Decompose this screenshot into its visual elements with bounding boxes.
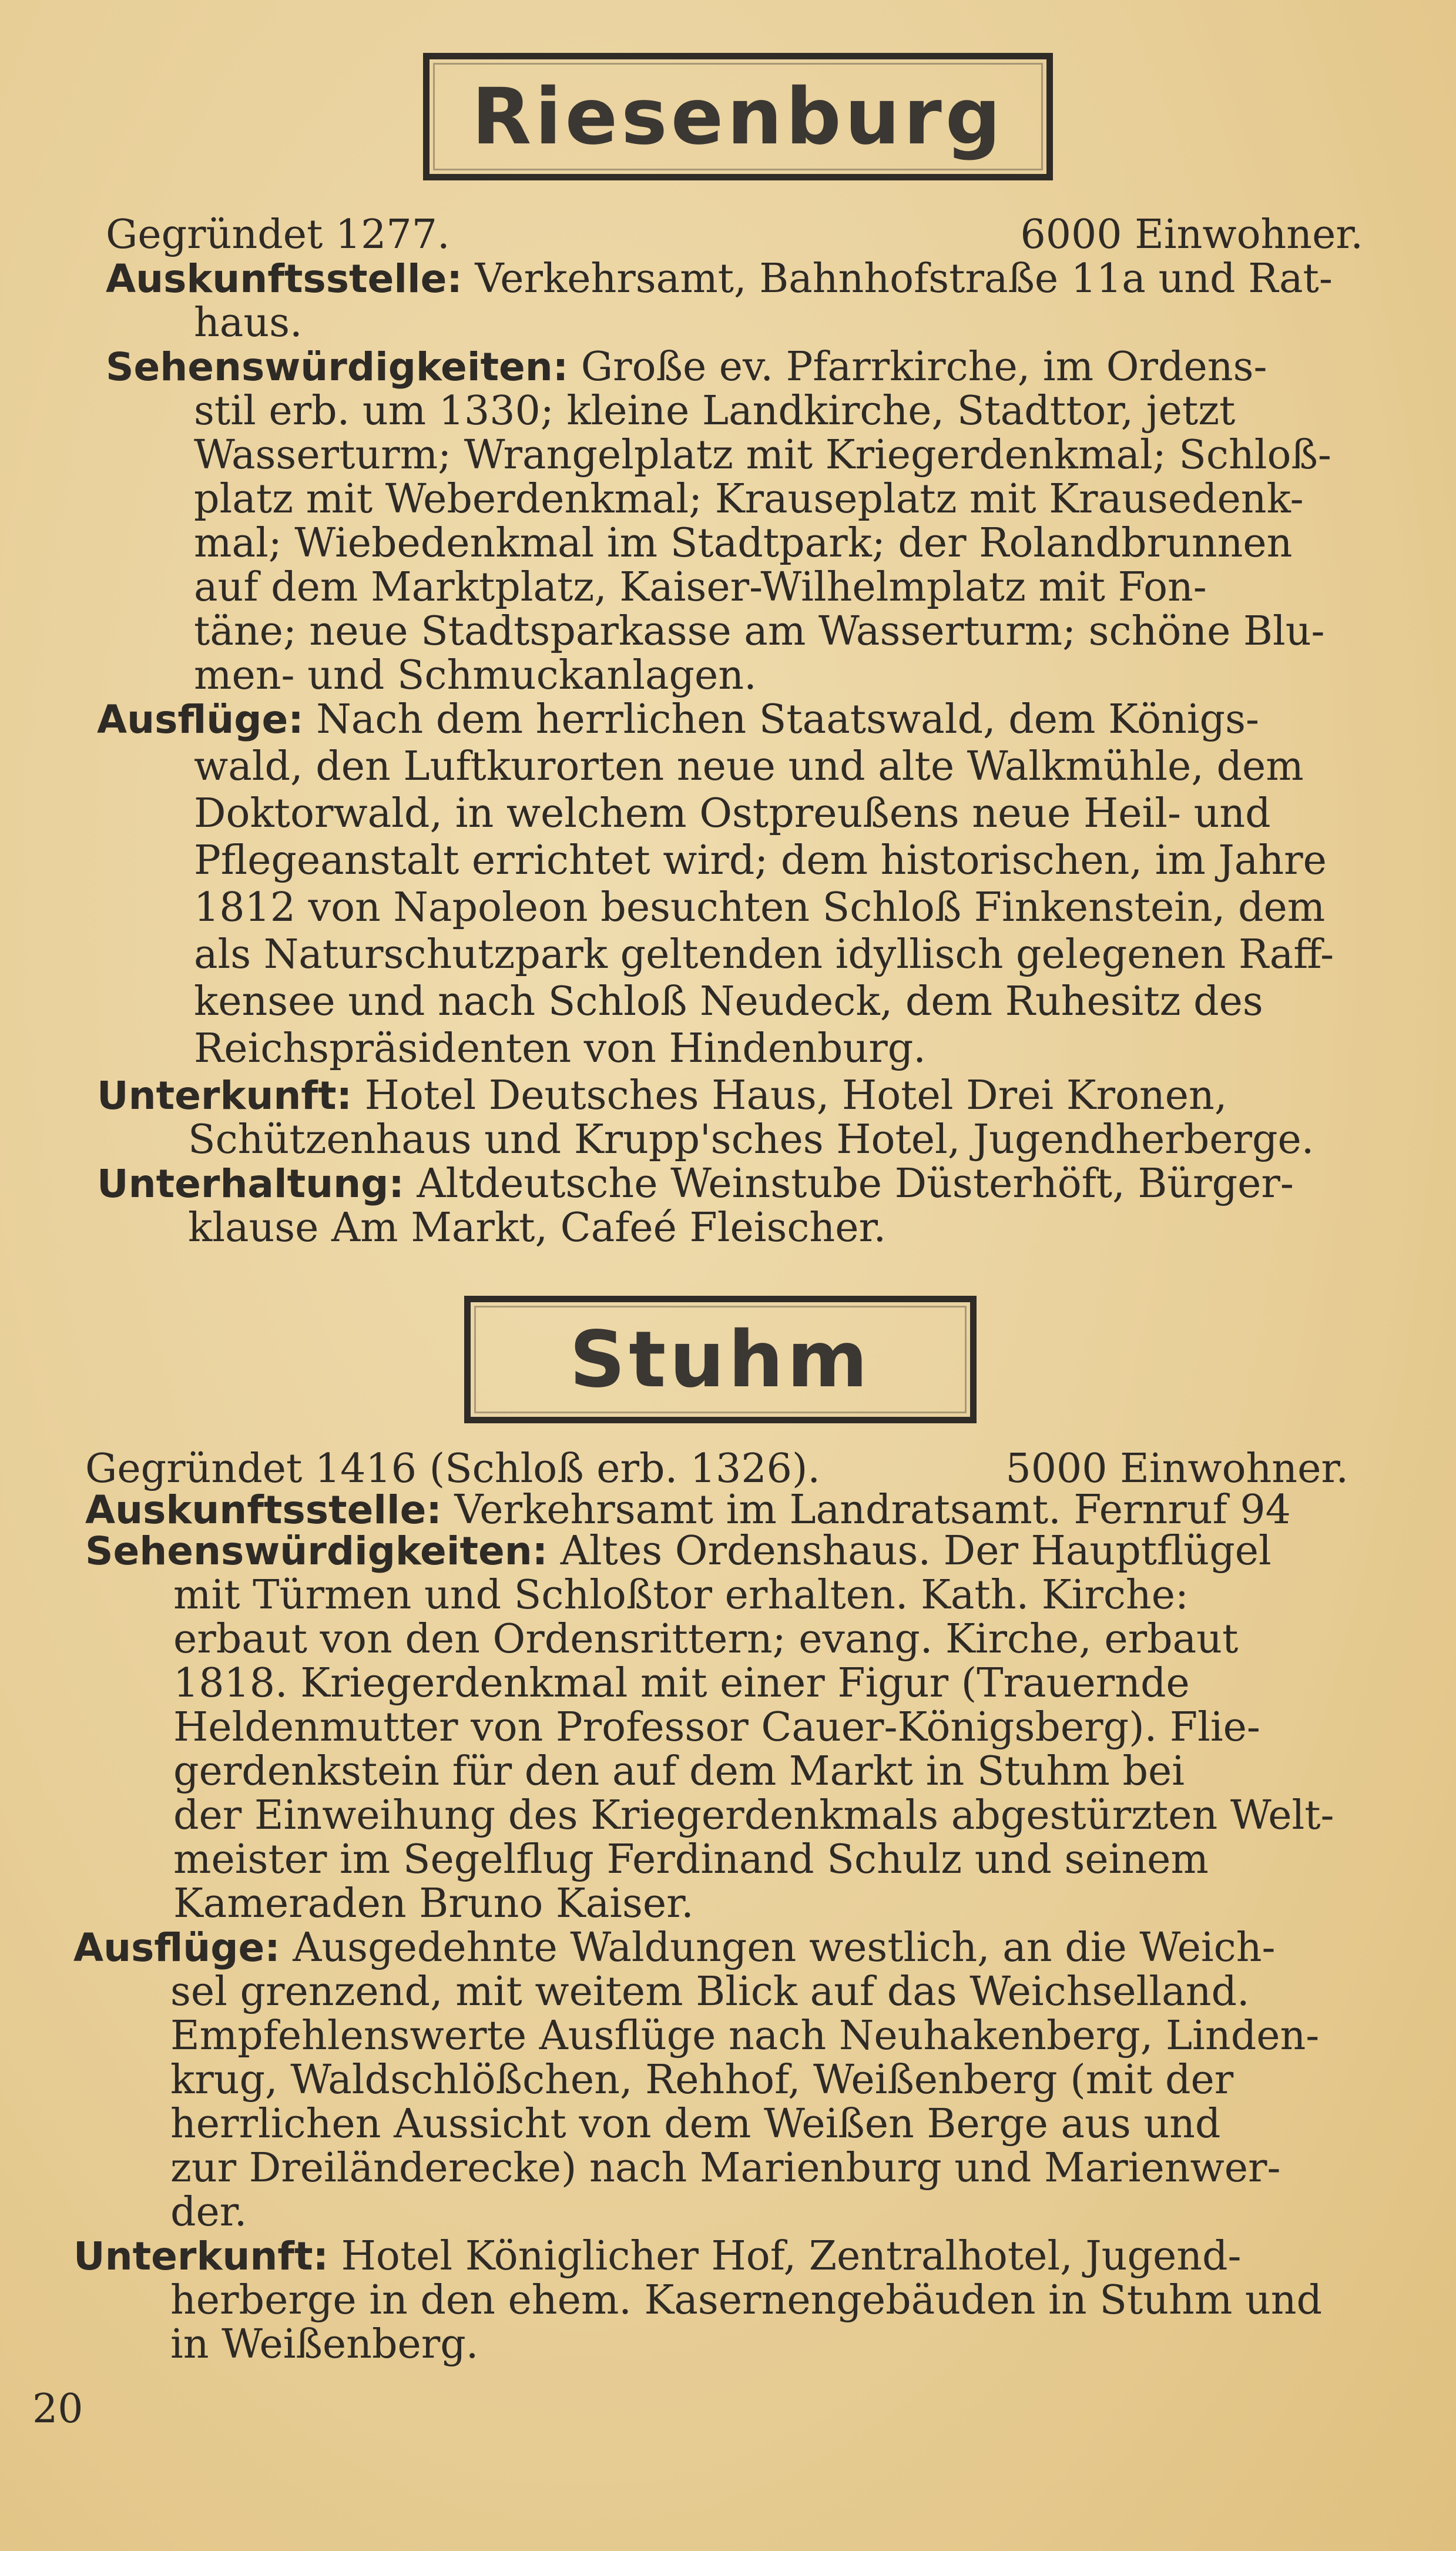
stuhm-sights-cont: meister im Segelflug Ferdinand Schulz und seinem [173,1836,1209,1883]
stuhm-sights-cont: Kameraden Bruno Kaiser. [173,1880,694,1927]
riesenburg-entertainment-text: Altdeutsche Weinstube Düsterhöft, Bürger- [417,1161,1294,1207]
stuhm-sights-cont: der Einweihung des Kriegerdenkmals abgestürzten Welt- [173,1792,1334,1839]
stuhm-population: 5000 Einwohner. [1005,1446,1348,1492]
stuhm-sights-label: Sehenswürdigkeiten: [85,1528,548,1574]
stuhm-heading-box [464,1296,977,1423]
stuhm-excursions-cont: Empfehlenswerte Ausflüge nach Neuhakenberg, Linden- [170,2013,1320,2059]
stuhm-founded-line [85,1446,1348,1493]
stuhm-title: Stuhm [569,1314,871,1405]
riesenburg-sights-cont: auf dem Marktplatz, Kaiser-Wilhelmplatz mit Fon- [194,564,1207,611]
riesenburg-heading-box [423,53,1053,180]
stuhm-info-label: Auskunftsstelle: [85,1487,442,1533]
riesenburg-title: Riesenburg [471,71,1005,162]
stuhm-sights-cont: 1818. Kriegerdenkmal mit einer Figur (Trauernde [173,1660,1190,1707]
riesenburg-entertainment-label: Unterhaltung: [97,1161,404,1206]
riesenburg-sights-cont: men- und Schmuckanlagen. [194,652,757,699]
riesenburg-info-cont: haus. [194,300,303,346]
riesenburg-excursions-cont: als Naturschutzpark geltenden idyllisch gelegenen Raff- [194,931,1334,978]
riesenburg-excursions-label: Ausflüge: [97,697,304,742]
riesenburg-excursions-cont: Reichspräsidenten von Hindenburg. [194,1025,926,1072]
stuhm-lodging-line [73,2233,1242,2280]
riesenburg-excursions-cont: wald, den Luftkurorten neue und alte Walkmühle, dem [194,743,1304,790]
stuhm-sights-text: Altes Ordenshaus. Der Hauptflügel [560,1528,1272,1574]
stuhm-excursions-cont: zur Dreiländerecke) nach Marienburg und Marienwer- [170,2145,1281,2191]
riesenburg-lodging-text: Hotel Deutsches Haus, Hotel Drei Kronen, [364,1072,1227,1119]
riesenburg-entertainment-cont: klause Am Markt, Cafeé Fleischer. [188,1205,887,1251]
stuhm-excursions-line [73,1925,1276,1972]
riesenburg-excursions-cont: 1812 von Napoleon besuchten Schloß Finkenstein, dem [194,884,1326,931]
stuhm-excursions-cont: krug, Waldschlößchen, Rehhof, Weißenberg (mit der [170,2057,1234,2103]
riesenburg-info-text: Verkehrsamt, Bahnhofstraße 11a und Rat- [475,256,1333,302]
stuhm-sights-line [85,1528,1272,1575]
stuhm-excursions-label: Ausflüge: [73,1925,280,1970]
riesenburg-sights-cont: Wasserturm; Wrangelplatz mit Kriegerdenkmal; Schloß- [194,432,1331,478]
riesenburg-lodging-line [97,1072,1227,1119]
page-number: 20 [32,2386,83,2432]
riesenburg-sights-text: Große ev. Pfarrkirche, im Ordens- [581,344,1267,390]
riesenburg-excursions-cont: Doktorwald, in welchem Ostpreußens neue Heil- und [194,790,1271,837]
riesenburg-lodging-label: Unterkunft: [97,1073,352,1118]
stuhm-excursions-cont: herrlichen Aussicht von dem Weißen Berge aus und [170,2101,1221,2147]
riesenburg-info-line [106,256,1333,303]
stuhm-lodging-cont: herberge in den ehem. Kasernengebäuden in Stuhm und [170,2277,1323,2324]
stuhm-sights-cont: Heldenmutter von Professor Cauer-Königsberg). Flie- [173,1704,1260,1751]
riesenburg-sights-cont: täne; neue Stadtsparkasse am Wasserturm; schöne Blu- [194,608,1325,655]
stuhm-info-line [85,1487,1291,1534]
stuhm-lodging-cont: in Weißenberg. [170,2321,479,2368]
riesenburg-excursions-text: Nach dem herrlichen Staatswald, dem Königs- [316,696,1259,743]
stuhm-founded: Gegründet 1416 (Schloß erb. 1326). [85,1446,820,1492]
riesenburg-entertainment-line [97,1161,1294,1208]
stuhm-sights-cont: erbaut von den Ordensrittern; evang. Kirche, erbaut [173,1616,1239,1662]
riesenburg-sights-cont: stil erb. um 1330; kleine Landkirche, Stadttor, jetzt [194,388,1236,434]
stuhm-info-text: Verkehrsamt im Landratsamt. Fernruf 94 [454,1487,1291,1533]
stuhm-excursions-cont: der. [170,2189,247,2235]
stuhm-excursions-text: Ausgedehnte Waldungen westlich, an die Weich- [293,1925,1276,1971]
stuhm-excursions-cont: sel grenzend, mit weitem Blick auf das Weichselland. [170,1969,1250,2015]
stuhm-lodging-text: Hotel Königlicher Hof, Zentralhotel, Jugend- [341,2233,1242,2280]
riesenburg-founded: Gegründet 1277. [106,212,450,258]
stuhm-sights-cont: gerdenkstein für den auf dem Markt in Stuhm bei [173,1748,1185,1795]
riesenburg-lodging-cont: Schützenhaus und Krupp'sches Hotel, Jugendherberge. [188,1117,1314,1163]
riesenburg-founded-line [106,212,1363,259]
stuhm-lodging-label: Unterkunft: [73,2234,328,2279]
riesenburg-sights-label: Sehenswürdigkeiten: [106,344,569,390]
stuhm-sights-cont: mit Türmen und Schloßtor erhalten. Kath. Kirche: [173,1572,1189,1618]
riesenburg-sights-cont: platz mit Weberdenkmal; Krauseplatz mit Krausedenk- [194,476,1304,522]
riesenburg-sights-line [106,344,1267,391]
riesenburg-info-label: Auskunftsstelle: [106,256,462,301]
riesenburg-excursions-line [97,696,1259,743]
riesenburg-excursions-cont: Pflegeanstalt errichtet wird; dem historischen, im Jahre [194,837,1327,884]
riesenburg-sights-cont: mal; Wiebedenkmal im Stadtpark; der Rolandbrunnen [194,520,1293,566]
riesenburg-population: 6000 Einwohner. [1020,212,1363,258]
riesenburg-excursions-cont: kensee und nach Schloß Neudeck, dem Ruhesitz des [194,978,1263,1025]
